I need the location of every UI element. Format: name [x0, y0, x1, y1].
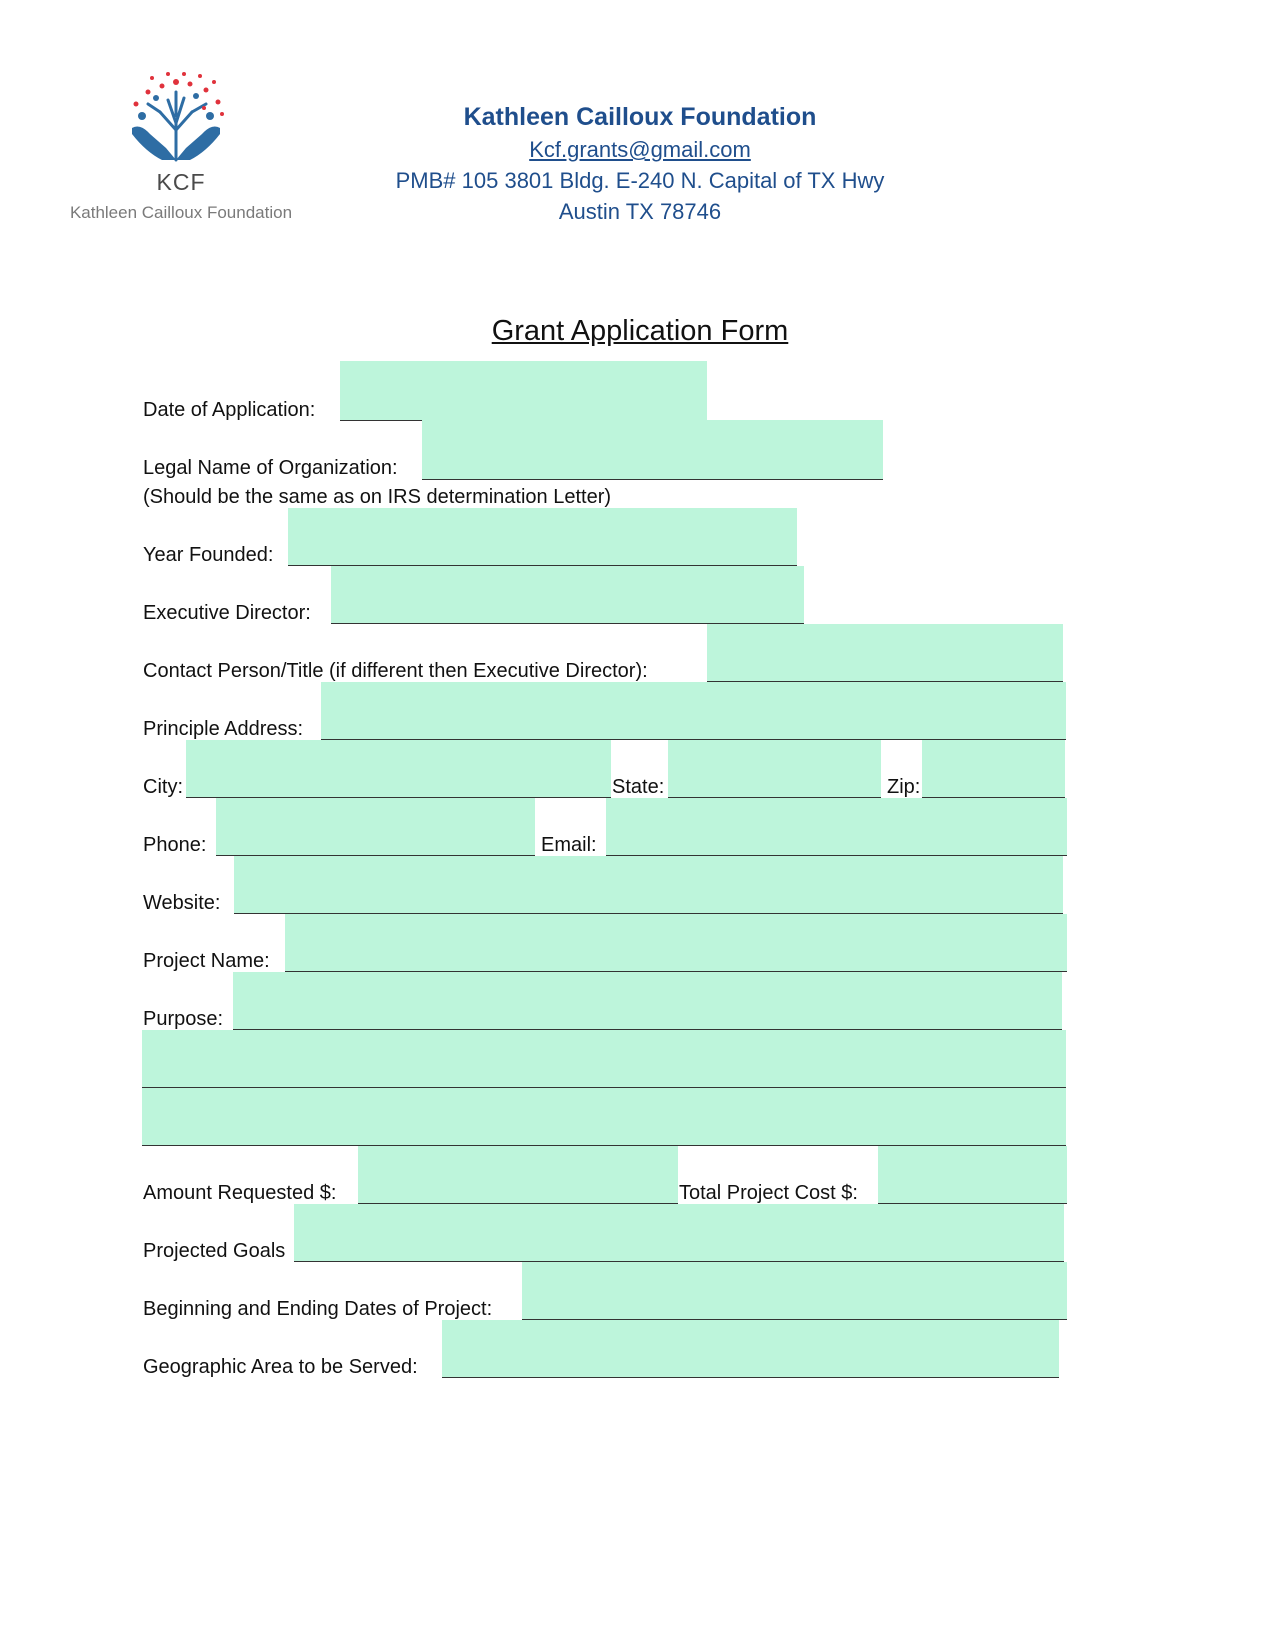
geographic-area-label: Geographic Area to be Served:: [143, 1356, 418, 1378]
website-label: Website:: [143, 892, 221, 914]
email-label: Email:: [541, 834, 597, 856]
logo-name: Kathleen Cailloux Foundation: [69, 203, 293, 222]
phone-label: Phone:: [143, 834, 207, 856]
amount-requested-label: Amount Requested $:: [143, 1182, 337, 1204]
form-title: Grant Application Form: [491, 315, 789, 347]
legal-name-field[interactable]: [422, 420, 883, 480]
principle-address-field[interactable]: [321, 682, 1066, 740]
phone-field[interactable]: [216, 798, 535, 856]
date-of-application-field[interactable]: [340, 361, 707, 421]
email-field[interactable]: [606, 798, 1067, 856]
legal-name-note: (Should be the same as on IRS determination Letter): [143, 486, 612, 508]
project-name-label: Project Name:: [143, 950, 270, 972]
state-field[interactable]: [668, 740, 881, 798]
zip-field[interactable]: [922, 740, 1065, 798]
year-founded-field[interactable]: [288, 508, 797, 566]
website-field[interactable]: [234, 856, 1063, 914]
foundation-logo: [62, 68, 292, 228]
state-label: State:: [612, 776, 665, 798]
project-name-field[interactable]: [285, 914, 1067, 972]
city-field[interactable]: [186, 740, 611, 798]
dates-of-project-field[interactable]: [522, 1262, 1067, 1320]
purpose-label: Purpose:: [143, 1008, 224, 1030]
address-line-2: Austin TX 78746: [558, 199, 722, 224]
projected-goals-label: Projected Goals: [143, 1240, 286, 1262]
logo-initials: KCF: [156, 169, 206, 195]
city-label: City:: [143, 776, 183, 798]
date-of-application-label: Date of Application:: [143, 399, 316, 421]
executive-director-field[interactable]: [331, 566, 804, 624]
amount-requested-field[interactable]: [358, 1146, 678, 1204]
contact-person-field[interactable]: [707, 624, 1063, 682]
dates-of-project-label: Beginning and Ending Dates of Project:: [143, 1298, 493, 1320]
total-project-cost-field[interactable]: [878, 1146, 1067, 1204]
org-name: Kathleen Cailloux Foundation: [463, 103, 817, 131]
total-project-cost-label: Total Project Cost $:: [679, 1182, 858, 1204]
contact-person-label: Contact Person/Title (if different then Executive Director):: [143, 660, 648, 682]
year-founded-label: Year Founded:: [143, 544, 274, 566]
geographic-area-field[interactable]: [442, 1320, 1059, 1378]
principle-address-label: Principle Address:: [143, 718, 304, 740]
projected-goals-field[interactable]: [294, 1204, 1064, 1262]
purpose-field-line-3[interactable]: [142, 1088, 1066, 1146]
purpose-field-line-2[interactable]: [142, 1030, 1066, 1088]
letterhead: [330, 100, 950, 227]
zip-label: Zip:: [887, 776, 921, 798]
address-line-1: PMB# 105 3801 Bldg. E-240 N. Capital of TX Hwy: [395, 168, 885, 193]
legal-name-label: Legal Name of Organization:: [143, 457, 398, 479]
email-link[interactable]: Kcf.grants@gmail.com: [529, 137, 751, 162]
tree-hands-icon: [122, 68, 230, 164]
purpose-field[interactable]: [233, 972, 1062, 1030]
executive-director-label: Executive Director:: [143, 602, 311, 624]
